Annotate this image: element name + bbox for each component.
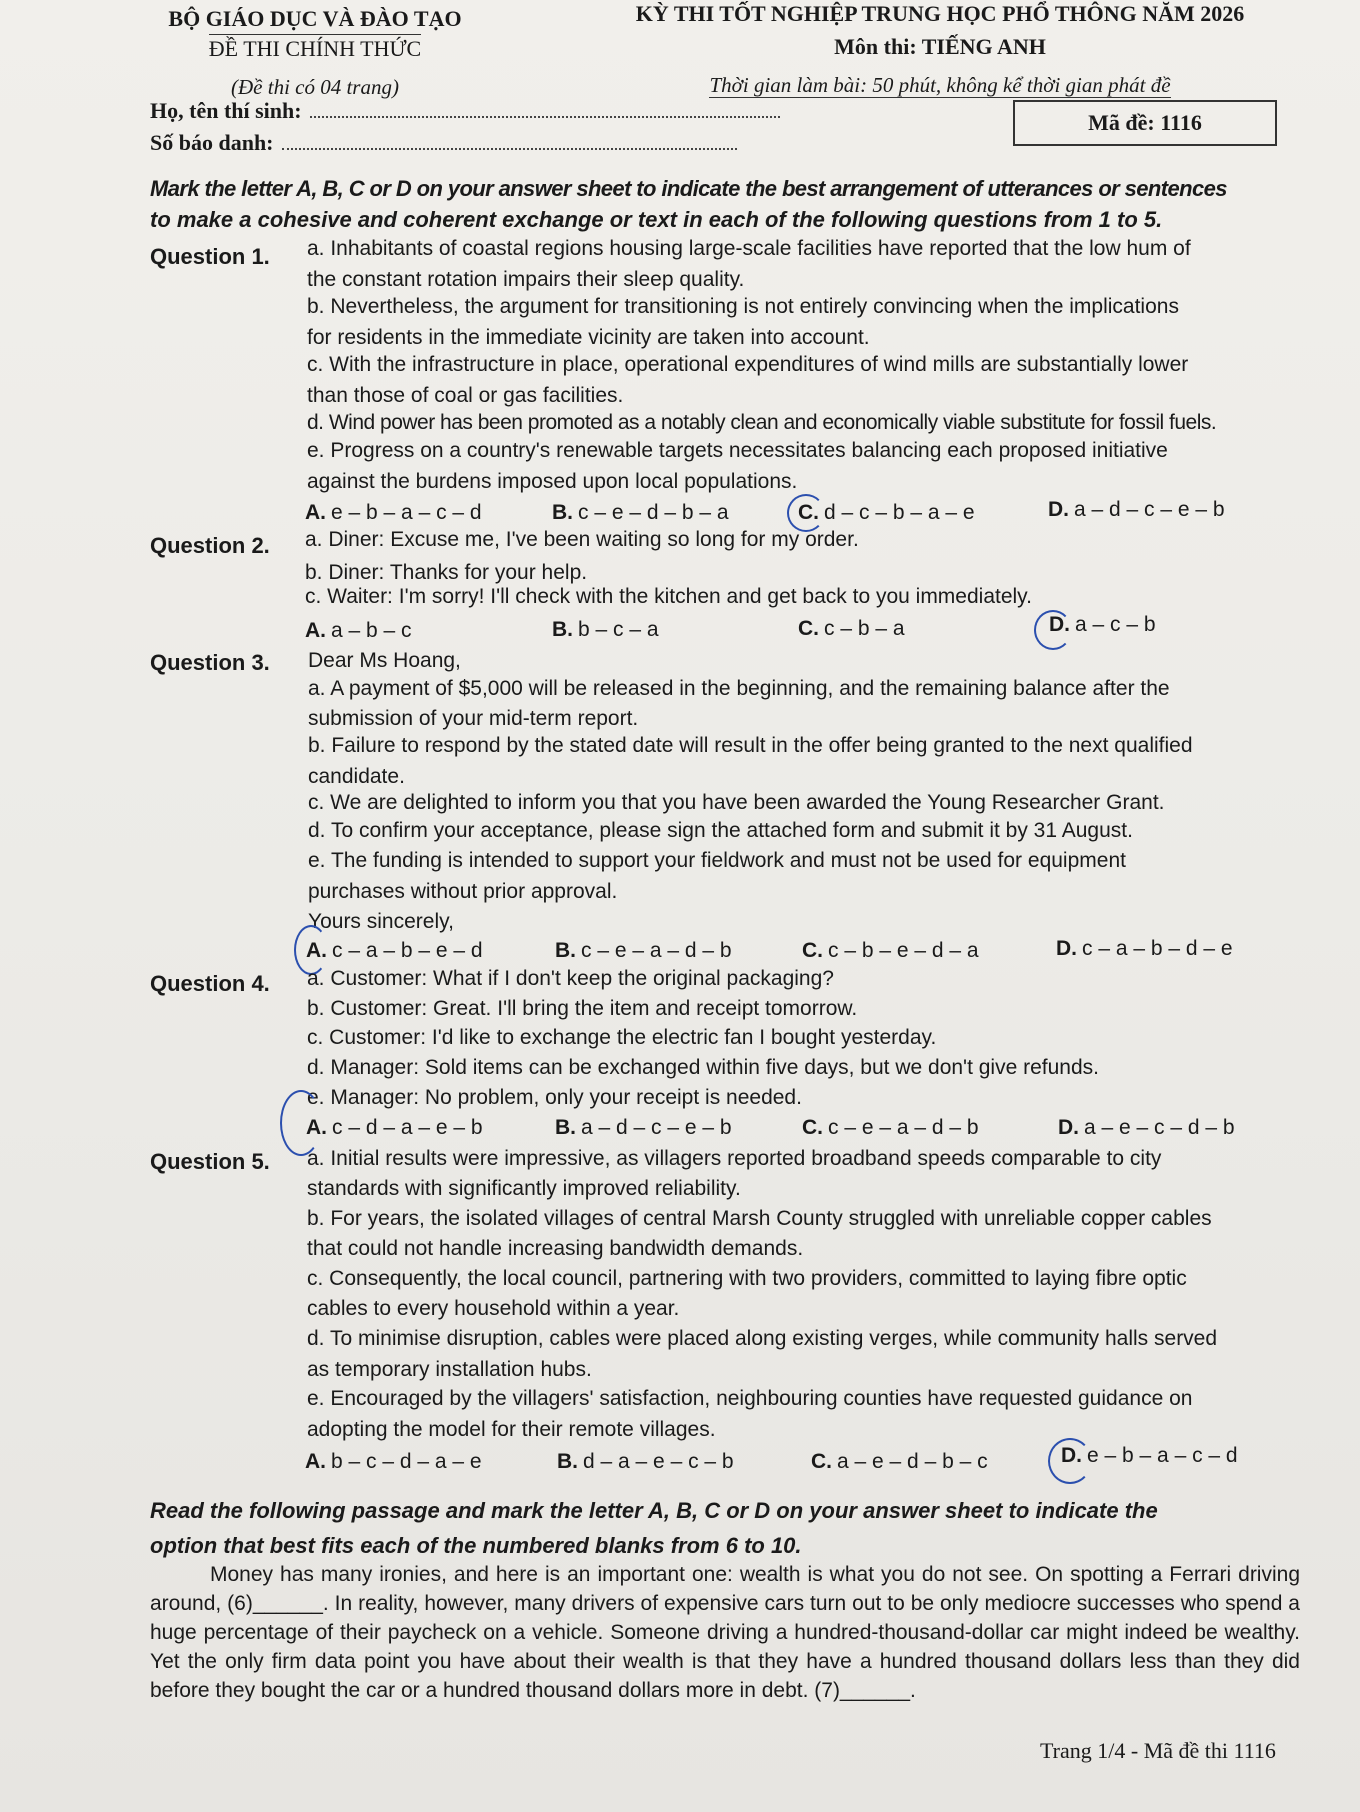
question-3-option-b[interactable] [555, 938, 732, 964]
question-5-option-b[interactable] [557, 1449, 734, 1475]
option-text: c – d – a – e – b [332, 1116, 483, 1139]
question-2-line: a. Diner: Excuse me, I've been waiting so long for my order. [305, 528, 859, 551]
question-1-option-a[interactable] [305, 500, 482, 526]
option-letter: C. [798, 501, 819, 524]
option-text: a – e – d – b – c [837, 1450, 988, 1473]
official-label [130, 34, 500, 64]
exam-subject: Môn thi: TIẾNG ANH [834, 34, 1046, 59]
question-3-line: submission of your mid-term report. [308, 707, 639, 730]
question-4-line: a. Customer: What if I don't keep the original packaging? [307, 967, 834, 990]
question-1-option-b[interactable] [552, 500, 729, 526]
option-text: a – c – b [1075, 613, 1156, 636]
question-2-line: b. Diner: Thanks for your help. [305, 561, 588, 584]
question-5-line: b. For years, the isolated villages of central Marsh County struggled with unreliable copper cables [307, 1207, 1212, 1230]
question-2-option-a[interactable] [305, 618, 412, 644]
question-1-line: d. Wind power has been promoted as a notably clean and economically viable substitute for fossil fuels. [307, 411, 1217, 434]
candidate-id-row [150, 130, 737, 156]
option-letter: A. [305, 1450, 326, 1473]
candidate-id-label: Số báo danh: [150, 130, 274, 155]
question-3-line: d. To confirm your acceptance, please sign the attached form and submit it by 31 August. [308, 819, 1133, 842]
option-letter: D. [1056, 937, 1077, 960]
question-5-line: c. Consequently, the local council, partnering with two providers, committed to laying fibre optic [307, 1267, 1187, 1290]
option-letter: D. [1048, 498, 1069, 521]
ministry-name: BỘ GIÁO DỤC VÀ ĐÀO TẠO [168, 6, 462, 31]
question-4-line: e. Manager: No problem, only your receipt is needed. [307, 1086, 802, 1109]
header-left [130, 4, 500, 102]
question-3-option-c[interactable] [802, 938, 979, 964]
option-letter: A. [305, 501, 326, 524]
option-letter: C. [802, 939, 823, 962]
question-5-line: d. To minimise disruption, cables were placed along existing verges, while community halls served [307, 1327, 1218, 1350]
question-5-line: e. Encouraged by the villagers' satisfaction, neighbouring counties have requested guidance on [307, 1387, 1193, 1410]
question-3-line: Yours sincerely, [308, 910, 454, 933]
question-5-option-c[interactable] [811, 1449, 988, 1475]
option-letter: D. [1061, 1444, 1082, 1467]
option-text: a – d – c – e – b [1074, 498, 1225, 521]
option-text: c – e – a – d – b [828, 1116, 979, 1139]
answer-mark-circle [1034, 610, 1072, 650]
exam-title: KỲ THI TỐT NGHIỆP TRUNG HỌC PHỔ THÔNG NĂM 2026 [635, 1, 1245, 26]
option-text: a – b – c [331, 619, 412, 642]
option-letter: B. [552, 618, 573, 641]
exam-duration [560, 70, 1320, 100]
candidate-name-label: Họ, tên thí sinh: [150, 98, 302, 123]
candidate-id-field[interactable] [282, 130, 737, 150]
section1-instruction-line2: to make a cohesive and coherent exchange or text in each of the following questions from 1 to 5. [150, 207, 1163, 232]
question-5-line: a. Initial results were impressive, as villagers reported broadband speeds comparable to city [307, 1147, 1162, 1170]
question-3-line: e. The funding is intended to support your fieldwork and must not be used for equipment [308, 849, 1126, 872]
question-5-line: adopting the model for their remote villages. [307, 1418, 716, 1441]
pages-note: (Đề thi có 04 trang) [231, 75, 399, 99]
section2-instruction-line2: option that best fits each of the numbered blanks from 6 to 10. [150, 1533, 802, 1558]
answer-mark-circle [1048, 1438, 1092, 1484]
question-1-line: than those of coal or gas facilities. [307, 384, 624, 407]
exam-code-box: Mã đề: 1116 [1013, 100, 1277, 146]
option-letter: B. [557, 1450, 578, 1473]
option-letter: B. [555, 939, 576, 962]
question-4-option-c[interactable] [802, 1115, 979, 1141]
option-letter: A. [305, 619, 326, 642]
option-text: b – c – d – a – e [331, 1450, 482, 1473]
option-text: c – e – a – d – b [581, 939, 732, 962]
exam-duration-text: Thời gian làm bài: 50 phút, không kể thời gian phát đề [709, 73, 1171, 97]
candidate-name-row [150, 98, 780, 124]
option-text: d – a – e – c – b [583, 1450, 734, 1473]
option-letter: B. [555, 1116, 576, 1139]
question-3-option-d[interactable] [1056, 936, 1233, 962]
option-text: b – c – a [578, 618, 659, 641]
question-4-line: d. Manager: Sold items can be exchanged within five days, but we don't give refunds. [307, 1056, 1099, 1079]
option-letter: D. [1049, 613, 1070, 636]
option-letter: C. [802, 1116, 823, 1139]
question-1-line: for residents in the immediate vicinity are taken into account. [307, 326, 870, 349]
reading-passage: Money has many ironies, and here is an important one: wealth is what you do not see. On spotting a Ferrari driving around, (6)______. In reality, however, many drivers of expensive cars turn out to be only mediocre successes who spend a huge percentage of their paycheck on a vehicle. Someone driving a hundred-thousand-dollar car might indeed be wealthy. Yet the only firm data point you have about their wealth is that they have a hundred thousand dollars less than they did before they bought the car or a hundred thousand dollars more in debt. (7)______. [150, 1563, 1300, 1702]
question-4-line: c. Customer: I'd like to exchange the electric fan I bought yesterday. [307, 1026, 937, 1049]
question-1-line: b. Nevertheless, the argument for transitioning is not entirely convincing when the implications [307, 295, 1179, 318]
option-text: c – e – d – b – a [578, 501, 729, 524]
question-1-label: Question 1. [150, 244, 270, 269]
candidate-name-field[interactable] [310, 98, 780, 118]
question-1-line: e. Progress on a country's renewable targets necessitates balancing each proposed initiative [307, 439, 1168, 462]
question-3-option-a[interactable] [306, 938, 483, 964]
option-text: d – c – b – a – e [824, 501, 975, 524]
option-text: a – e – c – d – b [1084, 1116, 1235, 1139]
question-4-option-a[interactable] [306, 1115, 483, 1141]
question-3-line: Dear Ms Hoang, [308, 649, 461, 672]
question-3-line: purchases without prior approval. [308, 880, 618, 903]
question-5-line: as temporary installation hubs. [307, 1358, 592, 1381]
option-text: c – b – a [824, 617, 905, 640]
question-2-label: Question 2. [150, 533, 270, 558]
option-letter: C. [798, 617, 819, 640]
question-3-label: Question 3. [150, 650, 270, 675]
question-5-line: standards with significantly improved reliability. [307, 1177, 741, 1200]
question-2-option-b[interactable] [552, 617, 659, 643]
question-4-label: Question 4. [150, 971, 270, 996]
question-5-option-a[interactable] [305, 1449, 482, 1475]
option-letter: D. [1058, 1116, 1079, 1139]
option-text: c – a – b – e – d [332, 939, 483, 962]
option-text: e – b – a – c – d [1087, 1444, 1238, 1467]
section2-instruction-line1: Read the following passage and mark the letter A, B, C or D on your answer sheet to indicate the [150, 1498, 1158, 1523]
question-2-option-c[interactable] [798, 616, 905, 642]
question-3-line: b. Failure to respond by the stated date will result in the offer being granted to the next qualified [308, 734, 1193, 757]
question-1-line: a. Inhabitants of coastal regions housing large-scale facilities have reported that the low hum of [307, 237, 1191, 260]
question-3-line: c. We are delighted to inform you that you have been awarded the Young Researcher Grant. [308, 791, 1165, 814]
question-4-option-d[interactable] [1058, 1115, 1235, 1141]
option-text: c – a – b – d – e [1082, 937, 1233, 960]
option-letter: A. [306, 939, 327, 962]
official-label-text: ĐỀ THI CHÍNH THỨC [208, 36, 422, 61]
question-1-line: the constant rotation impairs their sleep quality. [307, 268, 745, 291]
question-5-line: cables to every household within a year. [307, 1297, 680, 1320]
question-5-label: Question 5. [150, 1149, 270, 1174]
question-1-line: c. With the infrastructure in place, operational expenditures of wind mills are substantially lower [307, 353, 1189, 376]
question-3-line: a. A payment of $5,000 will be released in the beginning, and the remaining balance after the [308, 677, 1170, 700]
header-right [560, 0, 1320, 100]
section1-instruction-line1: Mark the letter A, B, C or D on your answer sheet to indicate the best arrangement of utterances or sentences [150, 176, 1227, 201]
question-1-line: against the burdens imposed upon local populations. [307, 470, 798, 493]
question-2-line: c. Waiter: I'm sorry! I'll check with the kitchen and get back to you immediately. [305, 585, 1032, 608]
question-4-option-b[interactable] [555, 1115, 732, 1141]
question-3-line: candidate. [308, 765, 405, 788]
question-5-line: that could not handle increasing bandwidth demands. [307, 1237, 804, 1260]
option-text: a – d – c – e – b [581, 1116, 732, 1139]
question-1-option-d[interactable] [1048, 497, 1225, 523]
option-letter: B. [552, 501, 573, 524]
option-letter: A. [306, 1116, 327, 1139]
option-letter: C. [811, 1450, 832, 1473]
option-text: c – b – e – d – a [828, 939, 979, 962]
question-4-line: b. Customer: Great. I'll bring the item and receipt tomorrow. [307, 997, 858, 1020]
page-footer: Trang 1/4 - Mã đề thi 1116 [1040, 1738, 1276, 1763]
option-text: e – b – a – c – d [331, 501, 482, 524]
